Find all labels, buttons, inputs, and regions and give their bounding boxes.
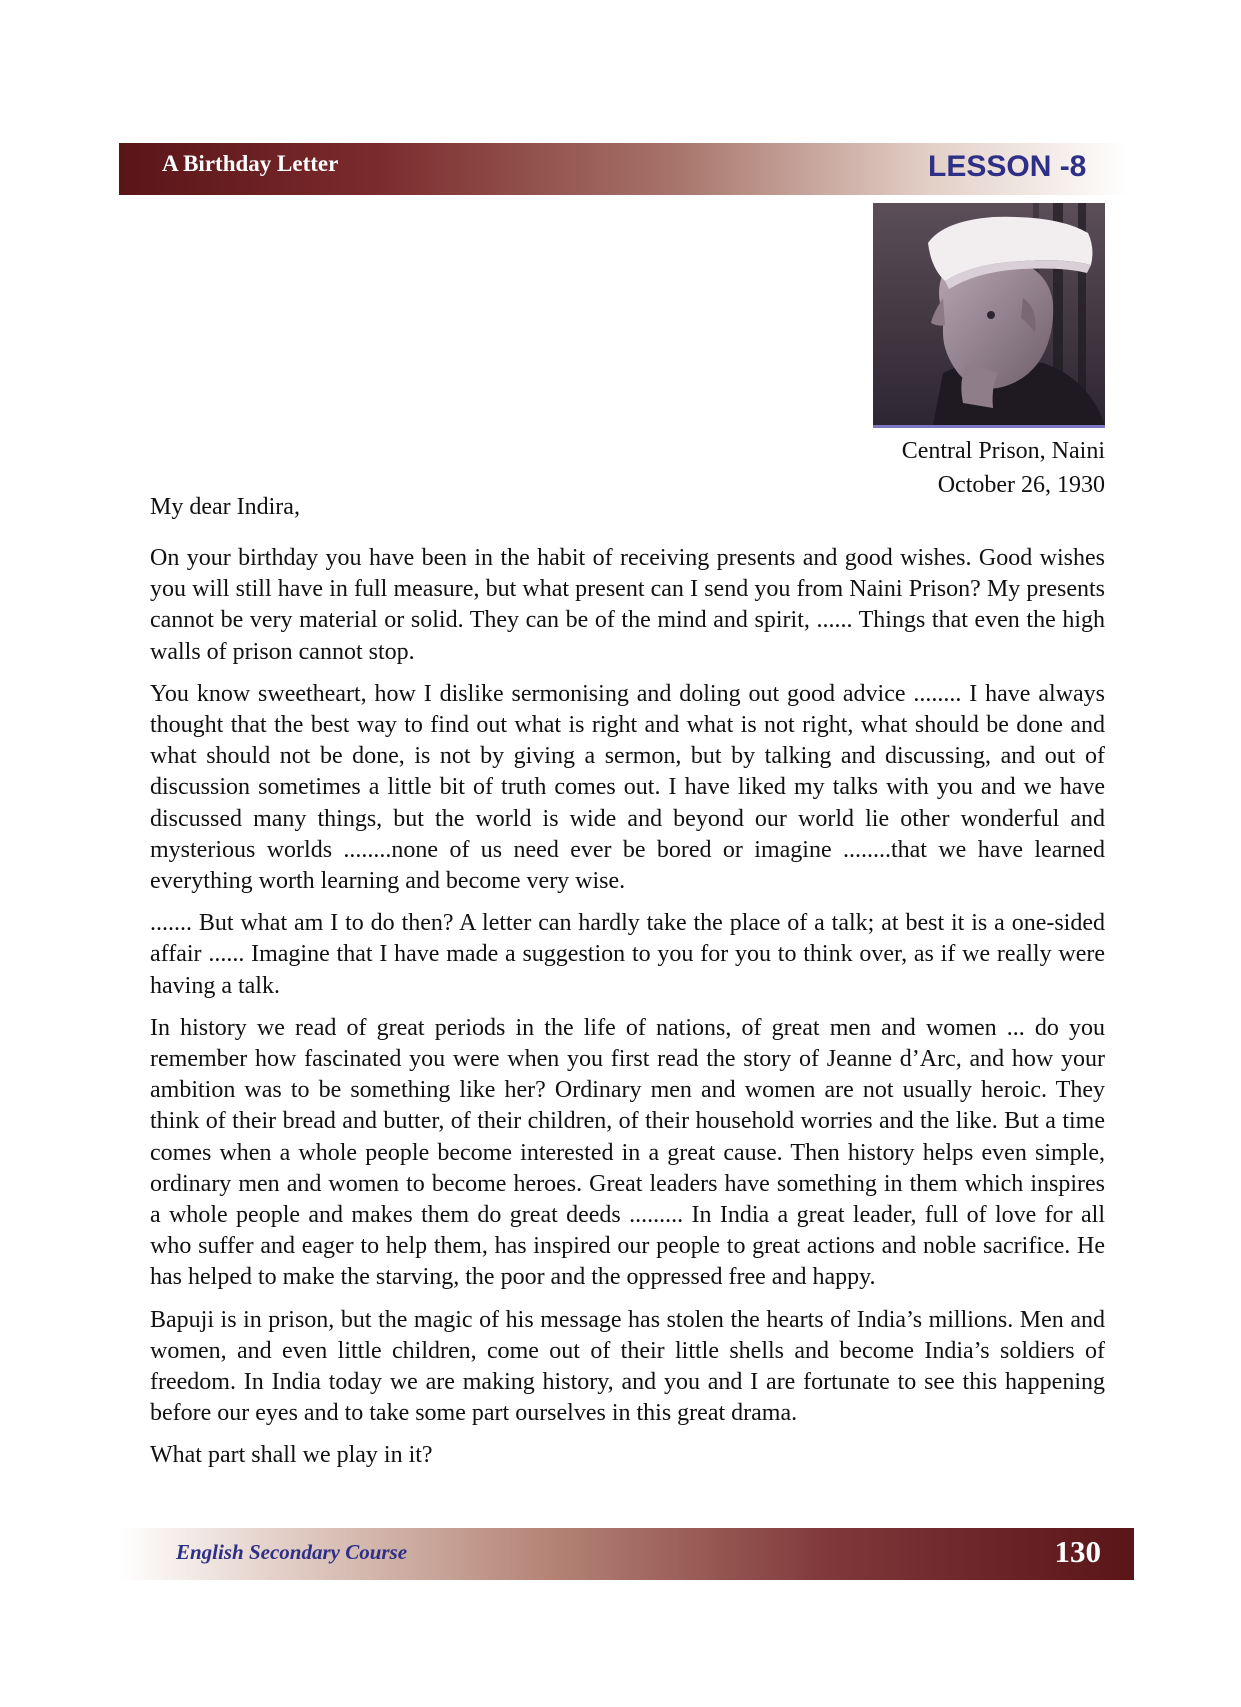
letter-paragraph: In history we read of great periods in the life of nations, of great men and women ... do you remember how fascinated you were when you first read the story of Jeanne d’Arc, and how your ambition was to be something like her? Ordinary men and women are not usually heroic. They think of their bread and butter, of their children, of their household worries and the like. But a time comes when a whole people become interested in a great cause. Then history helps even simple, ordinary men and women to become heroes. Great leaders have something in them which inspires a whole people and makes them do great deeds ......... In India a great leader, full of love for all who suffer and eager to help them, has inspired our people to great actions and noble sacrifice. He has helped to make the starving, the poor and the oppressed free and happy. xyxy=(150,1014,1105,1291)
course-name: English Secondary Course xyxy=(176,1540,408,1564)
author-portrait-image xyxy=(873,203,1105,428)
page-number: 130 xyxy=(1054,1534,1101,1569)
letter-place: Central Prison, Naini xyxy=(901,438,1105,464)
lesson-number: LESSON -8 xyxy=(928,150,1087,183)
letter-paragraph: Bapuji is in prison, but the magic of his message has stolen the hearts of India’s millions. Men and women, and even little children, come out of their little shells and become India’s soldiers of freedom. In India today we are making history, and you and I are fortunate to see this happening before our eyes and to take some part ourselves in this great drama. xyxy=(150,1306,1105,1427)
letter-body xyxy=(150,543,1105,1483)
letter-paragraph: On your birthday you have been in the habit of receiving presents and good wishes. Good wishes you will still have in full measure, but what present can I send you from Naini Prison? My presents cannot be very material or solid. They can be of the mind and spirit, ...... Things that even the high walls of prison cannot stop. xyxy=(150,545,1105,665)
letter-dateline xyxy=(902,434,1105,502)
letter-date: October 26, 1930 xyxy=(937,472,1105,498)
letter-paragraph: What part shall we play in it? xyxy=(150,1442,433,1469)
letter-paragraph: ....... But what am I to do then? A letter can hardly take the place of a talk; at best it is a one-sided affair ...... Imagine that I have made a suggestion to you for you to think over, as if we really were having a talk. xyxy=(150,910,1105,999)
letter-salutation: My dear Indira, xyxy=(150,494,300,520)
lesson-title: A Birthday Letter xyxy=(162,151,339,176)
letter-paragraph: You know sweetheart, how I dislike sermonising and doling out good advice ........ I have always thought that the best way to find out what is right and what is not right, what should be done and what should not be done, is not by giving a sermon, but by talking and discussing, and out of discussion sometimes a little bit of truth comes out. I have liked my talks with you and we have discussed many things, but the world is wide and beyond our world lie other wonderful and mysterious worlds ........none of us need ever be bored or imagine ........that we have learned everything worth learning and become very wise. xyxy=(150,680,1105,895)
